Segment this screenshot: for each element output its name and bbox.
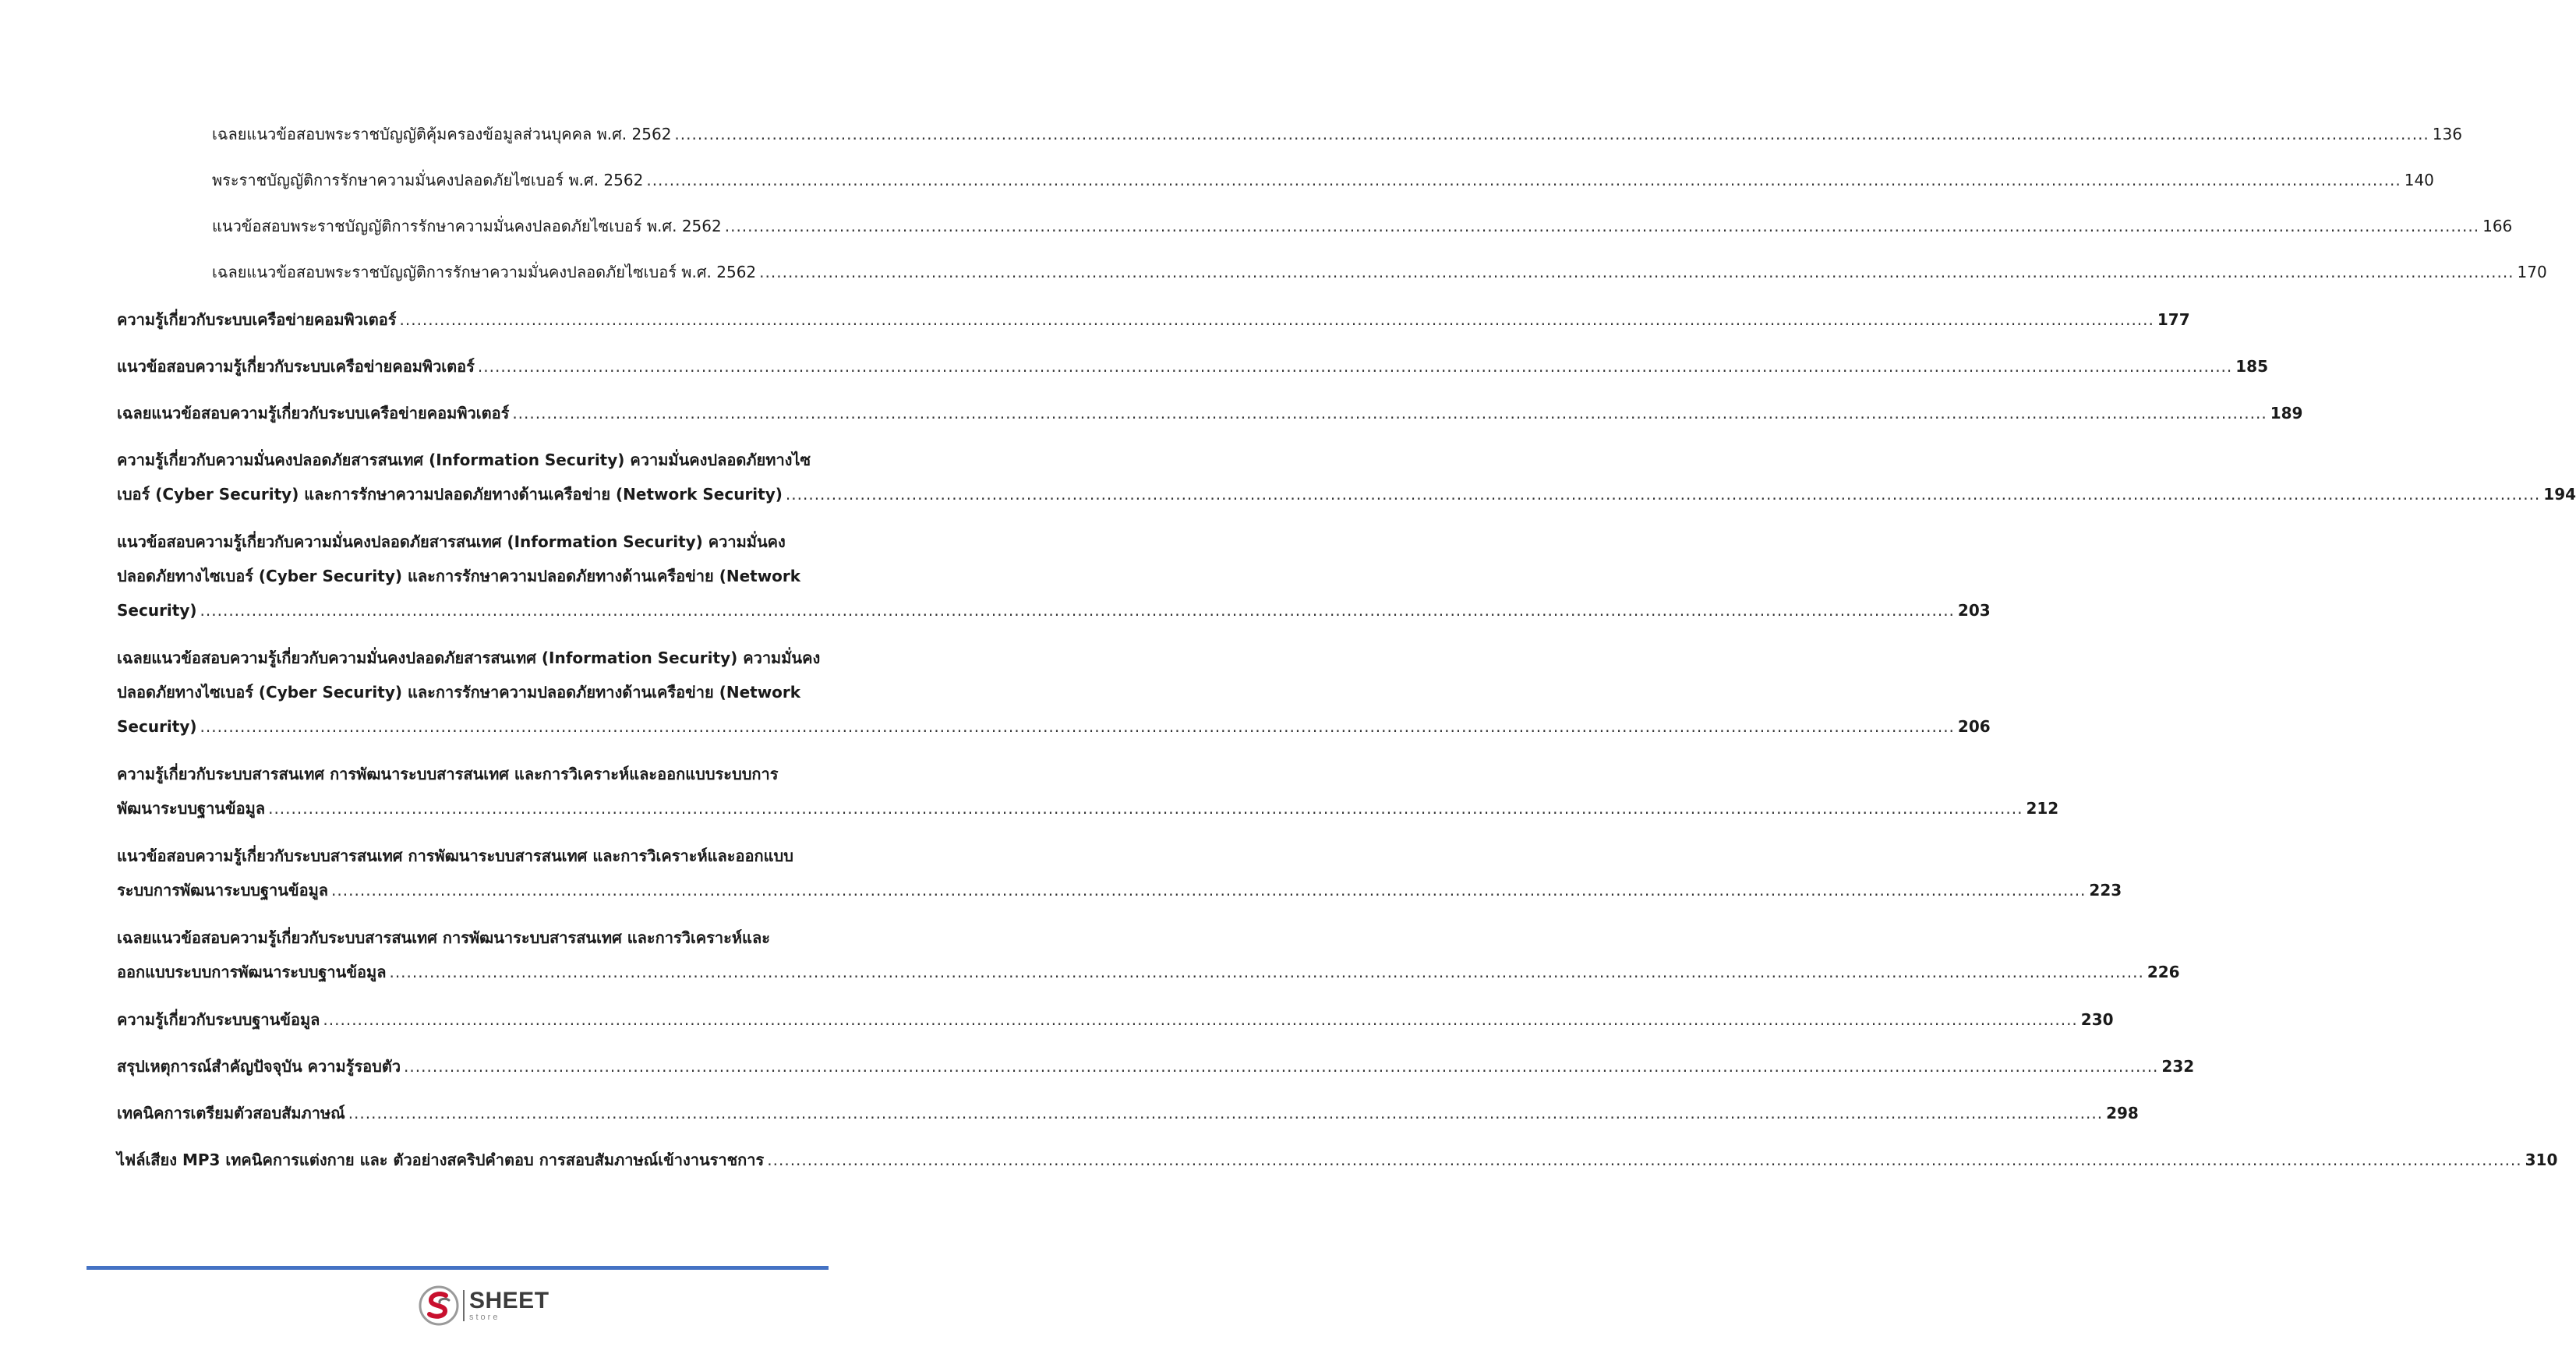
toc-line <box>212 163 2434 197</box>
toc-page-number: 232 <box>2161 1057 2195 1076</box>
toc-line <box>117 955 2180 989</box>
toc-entry-title: ไฟล์เสียง MP3 เทคนิคการแต่งกาย และ ตัวอย่างสคริปคำตอบ การสอบสัมภาษณ์เข้างานราชการ <box>117 1151 765 1169</box>
toc-page-number: 170 <box>2517 263 2547 281</box>
dot-leader <box>646 163 2401 197</box>
toc-entry-title: แนวข้อสอบพระราชบัญญัติการรักษาความมั่นคงปลอดภัยไซเบอร์ พ.ศ. 2562 <box>212 217 722 235</box>
toc-entry-title: เบอร์ (Cyber Security) และการรักษาความปลอดภัยทางด้านเครือข่าย (Network Security) <box>117 485 783 504</box>
toc-line <box>212 209 2513 243</box>
toc-main-entry-8[interactable] <box>117 839 2122 907</box>
dot-leader <box>331 873 2086 907</box>
toc-page-number: 310 <box>2525 1151 2558 1169</box>
toc-sub-entry-3[interactable] <box>212 209 2513 243</box>
dot-leader <box>786 477 2540 511</box>
toc-line <box>117 1096 2139 1130</box>
toc-entry-title: ความรู้เกี่ยวกับระบบฐานข้อมูล <box>117 1010 320 1029</box>
toc-main-entry-13[interactable] <box>117 1143 2558 1177</box>
toc-line <box>117 873 2122 907</box>
toc-page-number: 194 <box>2543 485 2576 504</box>
toc-page-number: 203 <box>1957 601 1991 620</box>
toc-main-entry-4[interactable] <box>117 443 2576 511</box>
toc-entry-title: เฉลยแนวข้อสอบพระราชบัญญัติการรักษาความมั่นคงปลอดภัยไซเบอร์ พ.ศ. 2562 <box>212 263 757 281</box>
toc-page-number: 298 <box>2106 1104 2139 1122</box>
toc-entry-title: ระบบการพัฒนาระบบฐานข้อมูล <box>117 881 329 900</box>
toc-sub-entry-2[interactable] <box>212 163 2434 197</box>
toc-page-number: 140 <box>2404 171 2434 189</box>
toc-line <box>117 757 857 791</box>
toc-line <box>117 839 857 873</box>
toc-page-number: 166 <box>2482 217 2513 235</box>
toc-entry-title: Security) <box>117 601 197 620</box>
toc-line <box>117 477 2576 511</box>
toc-entry-title: Security) <box>117 717 197 736</box>
dot-leader <box>759 255 2514 289</box>
dot-leader <box>323 1002 2077 1037</box>
toc-line <box>212 117 2462 151</box>
sheet-store-logo <box>418 1285 549 1327</box>
toc-entry-title: สรุปเหตุการณ์สำคัญปัจจุบัน ความรู้รอบตัว <box>117 1057 401 1076</box>
toc-line <box>117 443 857 477</box>
toc-line <box>117 349 2269 384</box>
toc-page-number: 212 <box>2026 799 2059 818</box>
footer-rule <box>87 1266 829 1270</box>
toc-line <box>117 559 857 593</box>
dot-leader <box>348 1096 2103 1130</box>
toc-line <box>117 525 857 559</box>
toc-main-entry-5[interactable] <box>117 525 1991 627</box>
toc-sub-entry-1[interactable] <box>212 117 2462 151</box>
toc-line <box>117 1002 2114 1037</box>
toc-main-entry-7[interactable] <box>117 757 2059 825</box>
toc-entry-title: แนวข้อสอบความรู้เกี่ยวกับความมั่นคงปลอดภัยสารสนเทศ (Information Security) ความมั่นคง <box>117 532 786 551</box>
dot-leader <box>725 209 2479 243</box>
toc-page-number: 177 <box>2157 310 2190 329</box>
toc-line <box>117 709 1991 744</box>
toc-line <box>117 396 2303 430</box>
sheet-store-s-logo-icon <box>418 1285 460 1327</box>
dot-leader <box>478 349 2232 384</box>
dot-leader <box>268 791 2023 825</box>
toc-entry-title: เทคนิคการเตรียมตัวสอบสัมภาษณ์ <box>117 1104 345 1122</box>
toc-main-entry-11[interactable] <box>117 1049 2195 1083</box>
dot-leader <box>400 302 2154 337</box>
toc-sub-entry-4[interactable] <box>212 255 2547 289</box>
toc-main-entry-12[interactable] <box>117 1096 2139 1130</box>
toc-line <box>117 593 1991 627</box>
dot-leader <box>512 396 2267 430</box>
toc-entry-title: เฉลยแนวข้อสอบความรู้เกี่ยวกับความมั่นคงปลอดภัยสารสนเทศ (Information Security) ความมั่นคง <box>117 649 821 667</box>
toc-main-entry-2[interactable] <box>117 349 2269 384</box>
toc-page-number: 206 <box>1957 717 1991 736</box>
toc-entry-title: ปลอดภัยทางไซเบอร์ (Cyber Security) และการรักษาความปลอดภัยทางด้านเครือข่าย (Network <box>117 567 801 585</box>
toc-entry-title: เฉลยแนวข้อสอบความรู้เกี่ยวกับระบบเครือข่ายคอมพิวเตอร์ <box>117 404 510 422</box>
toc-line <box>117 302 2190 337</box>
logo-divider <box>463 1290 465 1321</box>
dot-leader <box>674 117 2429 151</box>
toc-entry-title: ความรู้เกี่ยวกับระบบสารสนเทศ การพัฒนาระบบสารสนเทศ และการวิเคราะห์และออกแบบระบบการ <box>117 765 779 783</box>
logo-text <box>469 1289 549 1322</box>
toc-main-entry-3[interactable] <box>117 396 2303 430</box>
dot-leader <box>389 955 2143 989</box>
toc-page-number: 136 <box>2432 125 2462 143</box>
toc-main-entry-1[interactable] <box>117 302 2190 337</box>
logo-subtext: store <box>469 1313 500 1322</box>
toc-line <box>117 641 857 675</box>
toc-entry-title: ปลอดภัยทางไซเบอร์ (Cyber Security) และการรักษาความปลอดภัยทางด้านเครือข่าย (Network <box>117 683 801 702</box>
toc-entry-title: พัฒนาระบบฐานข้อมูล <box>117 799 266 818</box>
toc-entry-title: พระราชบัญญัติการรักษาความมั่นคงปลอดภัยไซเบอร์ พ.ศ. 2562 <box>212 171 644 189</box>
toc-line <box>212 255 2547 289</box>
toc-line <box>117 791 2059 825</box>
toc-entry-title: แนวข้อสอบความรู้เกี่ยวกับระบบสารสนเทศ การพัฒนาระบบสารสนเทศ และการวิเคราะห์และออกแบบ <box>117 847 793 865</box>
dot-leader <box>200 709 1955 744</box>
toc-line <box>117 1049 2195 1083</box>
dot-leader <box>404 1049 2158 1083</box>
toc-page-number: 230 <box>2080 1010 2114 1029</box>
toc-main-entry-9[interactable] <box>117 921 2180 989</box>
toc-line <box>117 1143 2558 1177</box>
toc-page-number: 226 <box>2147 963 2180 981</box>
toc-main-entry-6[interactable] <box>117 641 1991 744</box>
toc-entry-title: ความรู้เกี่ยวกับระบบเครือข่ายคอมพิวเตอร์ <box>117 310 397 329</box>
toc-page-number: 185 <box>2235 357 2269 376</box>
toc-entry-title: แนวข้อสอบความรู้เกี่ยวกับระบบเครือข่ายคอมพิวเตอร์ <box>117 357 475 376</box>
toc-entry-title: ออกแบบระบบการพัฒนาระบบฐานข้อมูล <box>117 963 387 981</box>
toc-page-number: 189 <box>2270 404 2303 422</box>
toc-entry-title: เฉลยแนวข้อสอบความรู้เกี่ยวกับระบบสารสนเทศ การพัฒนาระบบสารสนเทศ และการวิเคราะห์และ <box>117 928 770 947</box>
toc-line <box>117 675 857 709</box>
toc-entry-title: เฉลยแนวข้อสอบพระราชบัญญัติคุ้มครองข้อมูลส่วนบุคคล พ.ศ. 2562 <box>212 125 672 143</box>
toc-page-number: 223 <box>2089 881 2122 900</box>
logo-word: SHEET <box>469 1288 549 1313</box>
toc-entry-title: ความรู้เกี่ยวกับความมั่นคงปลอดภัยสารสนเทศ (Information Security) ความมั่นคงปลอดภัยทางไซ <box>117 451 811 469</box>
dot-leader <box>200 593 1955 627</box>
toc-line <box>117 921 857 955</box>
dot-leader <box>767 1143 2521 1177</box>
toc-main-entry-10[interactable] <box>117 1002 2114 1037</box>
